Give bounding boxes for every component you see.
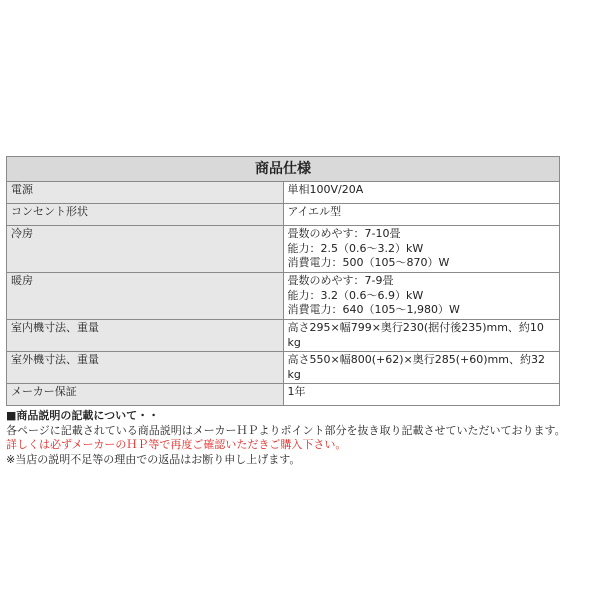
row-value — [283, 226, 560, 273]
row-label: 暖房 — [7, 273, 284, 320]
row-label: コンセント形状 — [7, 204, 284, 226]
value-line: 単相100V/20A — [287, 183, 364, 196]
table-row — [7, 204, 560, 226]
row-value — [283, 352, 560, 384]
row-label: 室内機寸法、重量 — [7, 320, 284, 352]
value-line: 畳数のめやす：7-10畳 — [287, 227, 401, 240]
spec-table — [6, 156, 560, 406]
row-value — [283, 273, 560, 320]
value-line: 能力：3.2（0.6～6.9）kW — [287, 288, 424, 302]
table-row — [7, 273, 560, 320]
spec-title: 商品仕様 — [7, 157, 560, 182]
value-line: 高さ295×幅799×奥行230(据付後235)mm、約10 kg — [287, 321, 544, 349]
value-line: 高さ550×幅800(+62)×奥行285(+60)mm、約32 kg — [287, 353, 545, 381]
row-value — [283, 384, 560, 406]
table-row — [7, 226, 560, 273]
value-line: 1年 — [287, 385, 306, 398]
row-value — [283, 182, 560, 204]
row-label: メーカー保証 — [7, 384, 284, 406]
row-value — [283, 204, 560, 226]
notes-line: ※当店の説明不足等の理由での返品はお断り申し上げます。 — [6, 452, 301, 466]
notes-heading: ■商品説明の記載について・・ — [6, 409, 160, 422]
row-value — [283, 320, 560, 352]
value-line: 消費電力：640（105～1,980）W — [287, 303, 460, 316]
row-label: 電源 — [7, 182, 284, 204]
value-line: 能力：2.5（0.6～3.2）kW — [287, 241, 424, 255]
row-label: 室外機寸法、重量 — [7, 352, 284, 384]
notes-line: 各ページに記載されている商品説明はメーカーＨＰよりポイント部分を抜き取り記載させていただいております。 — [6, 423, 566, 437]
value-line: アイエル型 — [287, 205, 342, 218]
table-row — [7, 352, 560, 384]
table-row — [7, 320, 560, 352]
value-line: 消費電力：500（105～870）W — [287, 256, 450, 269]
value-line: 畳数のめやす：7-9畳 — [287, 274, 394, 287]
row-label: 冷房 — [7, 226, 284, 273]
table-row — [7, 182, 560, 204]
notes-section — [6, 409, 598, 467]
notes-warning-line: 詳しくは必ずメーカーのＨＰ等で再度ご確認いただきご購入下さい。 — [6, 438, 347, 451]
table-row — [7, 384, 560, 406]
